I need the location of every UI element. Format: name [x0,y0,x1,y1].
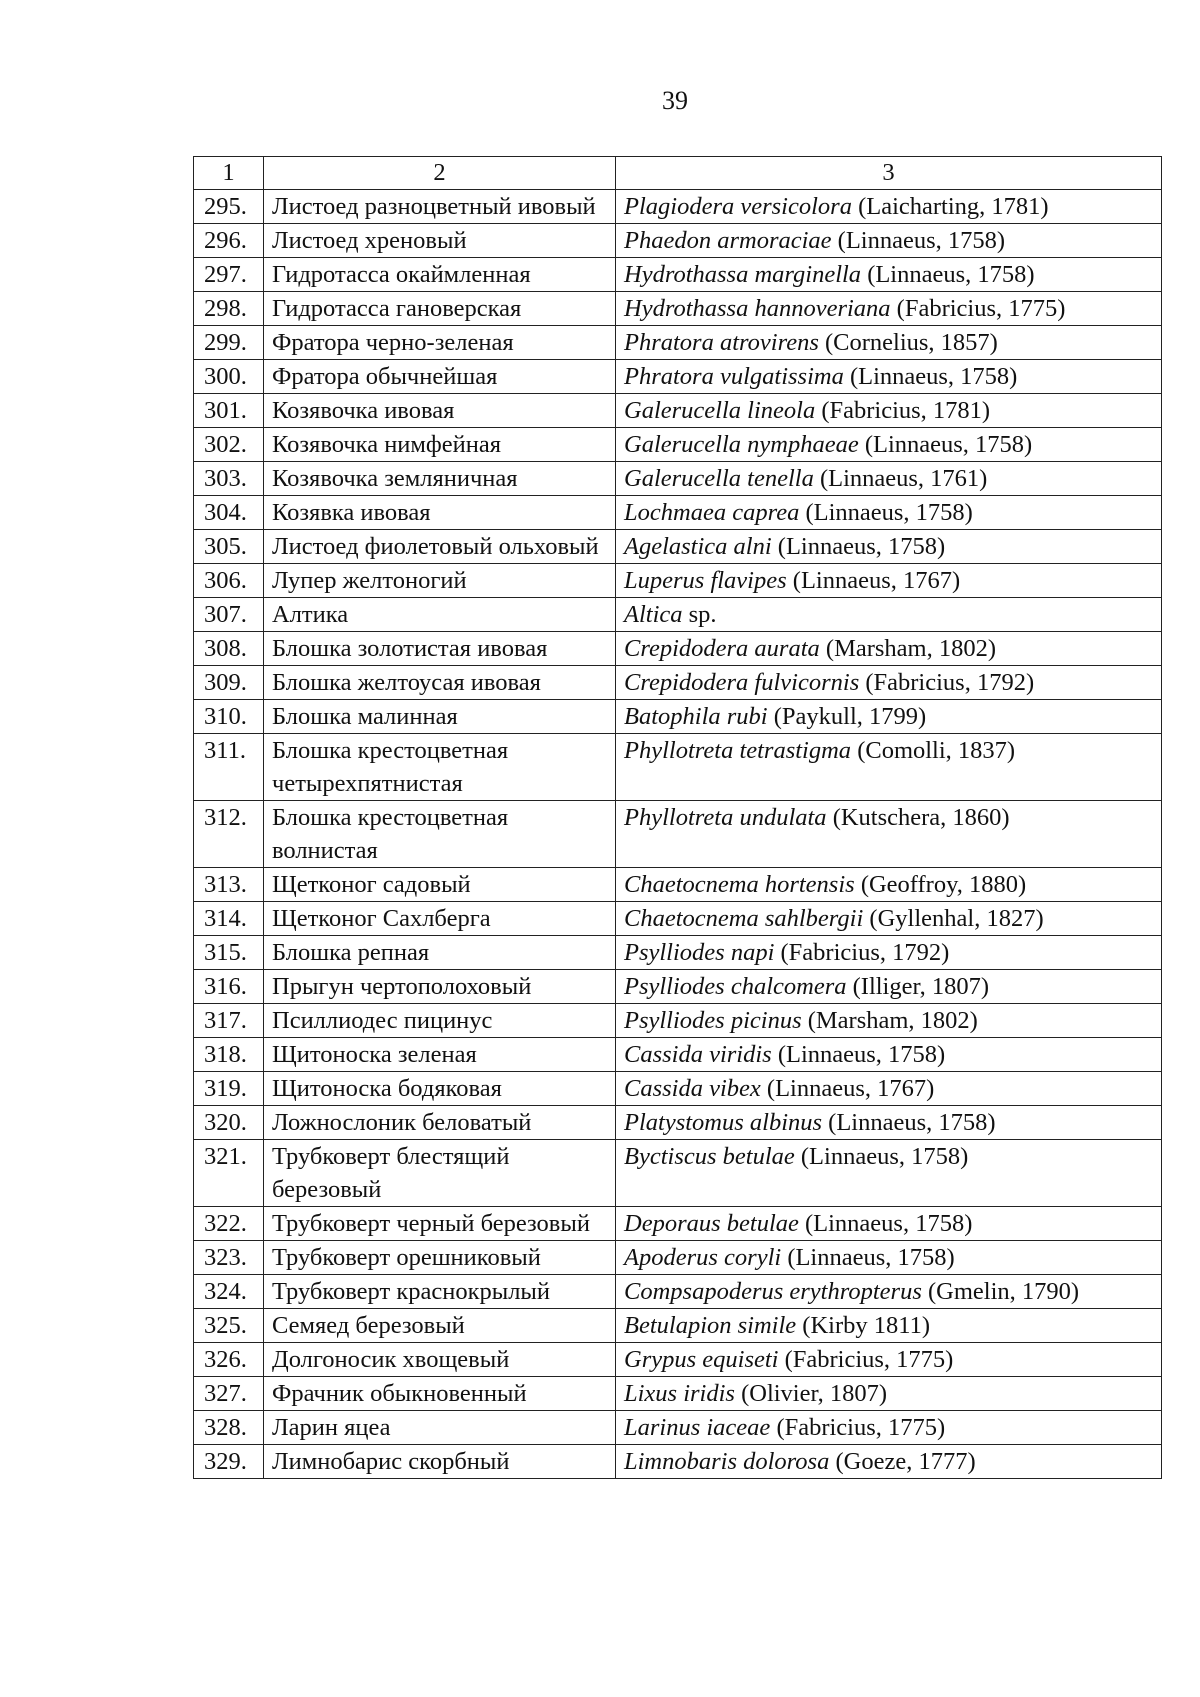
scientific-name-cell [616,394,1162,428]
latin-name: Compsapoderus erythropterus [624,1278,922,1305]
scientific-name-cell [616,868,1162,902]
latin-name: Galerucella lineola [624,397,816,424]
author-citation: (Paykull, 1799) [767,703,927,730]
table-row [194,1106,1162,1140]
author-citation: (Marsham, 1802) [819,635,997,662]
table-row [194,1309,1162,1343]
common-name: Алтика [264,598,616,632]
latin-name: Apoderus coryli [624,1244,782,1271]
row-number: 308. [194,632,264,666]
common-name: Щетконог Сахлберга [264,902,616,936]
table-row [194,666,1162,700]
author-citation: (Linnaeus, 1761) [813,465,988,492]
author-citation: (Linnaeus, 1758) [831,227,1006,254]
row-number: 316. [194,970,264,1004]
table-row [194,801,1162,868]
latin-name: Hydrothassa marginella [624,261,862,288]
table-body [194,157,1162,1479]
scientific-name-cell [616,1445,1162,1479]
scientific-name-cell [616,462,1162,496]
table-row [194,1445,1162,1479]
table-row [194,428,1162,462]
scientific-name-cell [616,666,1162,700]
common-name: Долгоносик хвощевый [264,1343,616,1377]
latin-name: Cassida vibex [624,1075,761,1102]
scientific-name-cell [616,1309,1162,1343]
author-citation: (Illiger, 1807) [846,973,990,1000]
common-name: Трубковерт краснокрылый [264,1275,616,1309]
scientific-name-cell [616,360,1162,394]
latin-name: Batophila rubi [624,703,768,730]
common-name: Лимнобарис скорбный [264,1445,616,1479]
author-citation: (Fabricius, 1792) [774,939,950,966]
scientific-name-cell [616,632,1162,666]
table-row [194,326,1162,360]
row-number: 299. [194,326,264,360]
common-name: Блошка золотистая ивовая [264,632,616,666]
scientific-name-cell [616,1343,1162,1377]
row-number: 298. [194,292,264,326]
row-number: 317. [194,1004,264,1038]
row-number: 325. [194,1309,264,1343]
scientific-name-cell [616,258,1162,292]
common-name: Блошка желтоусая ивовая [264,666,616,700]
author-citation: (Marsham, 1802) [801,1007,978,1034]
row-number: 319. [194,1072,264,1106]
common-name: Гидротасса окаймленная [264,258,616,292]
scientific-name-cell [616,1038,1162,1072]
table-row [194,564,1162,598]
author-citation: (Linnaeus, 1758) [799,499,973,526]
scientific-name-cell [616,530,1162,564]
common-name: Козявочка нимфейная [264,428,616,462]
table-row [194,598,1162,632]
table-row [194,360,1162,394]
scientific-name-cell [616,564,1162,598]
row-number: 326. [194,1343,264,1377]
common-name: Трубковерт черный березовый [264,1207,616,1241]
table-row [194,1275,1162,1309]
table-row [194,1038,1162,1072]
latin-name: Grypus equiseti [624,1346,779,1373]
row-number: 296. [194,224,264,258]
latin-name: Hydrothassa hannoveriana [624,295,891,322]
scientific-name-cell [616,496,1162,530]
author-citation: (Gmelin, 1790) [921,1278,1080,1305]
author-citation: (Linnaeus, 1758) [798,1210,973,1237]
latin-name: Phyllotreta undulata [624,804,827,831]
latin-name: Lixus iridis [624,1380,735,1407]
common-name: Трубковерт блестящий березовый [264,1140,616,1207]
row-number: 295. [194,190,264,224]
author-citation: sp. [682,601,717,628]
table-row [194,1343,1162,1377]
row-number: 304. [194,496,264,530]
latin-name: Deporaus betulae [624,1210,799,1237]
author-citation: (Linnaeus, 1758) [794,1143,969,1170]
common-name: Блошка крестоцветная волнистая [264,801,616,868]
scientific-name-cell [616,1411,1162,1445]
common-name: Козявка ивовая [264,496,616,530]
table-row [194,224,1162,258]
common-name: Блошка крестоцветная четырехпятнистая [264,734,616,801]
page-number: 39 [662,86,688,115]
latin-name: Phyllotreta tetrastigma [624,737,852,764]
table-row [194,868,1162,902]
table-row [194,394,1162,428]
table-row [194,530,1162,564]
row-number: 321. [194,1140,264,1207]
latin-name: Betulapion simile [624,1312,797,1339]
row-number: 311. [194,734,264,801]
common-name: Блошка репная [264,936,616,970]
common-name: Листоед разноцветный ивовый [264,190,616,224]
latin-name: Platystomus albinus [624,1109,823,1136]
author-citation: (Fabricius, 1792) [859,669,1035,696]
latin-name: Limnobaris dolorosa [624,1448,830,1475]
common-name: Прыгун чертополоховый [264,970,616,1004]
scientific-name-cell [616,292,1162,326]
author-citation: (Linnaeus, 1767) [760,1075,935,1102]
scientific-name-cell [616,1004,1162,1038]
table-row [194,734,1162,801]
table-row [194,936,1162,970]
latin-name: Phratora vulgatissima [624,363,844,390]
scientific-name-cell [616,1106,1162,1140]
row-number: 324. [194,1275,264,1309]
common-name: Щитоноска бодяковая [264,1072,616,1106]
common-name: Козявочка земляничная [264,462,616,496]
author-citation: (Gyllenhal, 1827) [863,905,1044,932]
author-citation: (Linnaeus, 1758) [858,431,1033,458]
row-number: 328. [194,1411,264,1445]
common-name: Листоед фиолетовый ольховый [264,530,616,564]
common-name: Лупер желтоногий [264,564,616,598]
latin-name: Crepidodera aurata [624,635,820,662]
latin-name: Galerucella nymphaeae [624,431,859,458]
author-citation: (Laicharting, 1781) [851,193,1049,220]
common-name: Фрачник обыкновенный [264,1377,616,1411]
latin-name: Phratora atrovirens [624,329,819,356]
latin-name: Byctiscus betulae [624,1143,795,1170]
row-number: 306. [194,564,264,598]
scientific-name-cell [616,936,1162,970]
row-number: 329. [194,1445,264,1479]
table-row [194,700,1162,734]
header-cell-number: 1 [194,157,264,190]
author-citation: (Fabricius, 1775) [890,295,1066,322]
row-number: 310. [194,700,264,734]
common-name: Семяед березовый [264,1309,616,1343]
common-name: Фратора обычнейшая [264,360,616,394]
row-number: 309. [194,666,264,700]
table-row [194,496,1162,530]
common-name: Щитоноска зеленая [264,1038,616,1072]
scientific-name-cell [616,1377,1162,1411]
common-name: Листоед хреновый [264,224,616,258]
scientific-name-cell [616,1207,1162,1241]
row-number: 307. [194,598,264,632]
header-cell-latin-name: 3 [616,157,1162,190]
row-number: 315. [194,936,264,970]
author-citation: (Fabricius, 1775) [778,1346,954,1373]
row-number: 318. [194,1038,264,1072]
table-row [194,292,1162,326]
latin-name: Psylliodes napi [624,939,775,966]
row-number: 327. [194,1377,264,1411]
author-citation: (Cornelius, 1857) [818,329,998,356]
latin-name: Galerucella tenella [624,465,814,492]
latin-name: Phaedon armoraciae [624,227,832,254]
latin-name: Psylliodes picinus [624,1007,802,1034]
common-name: Фратора черно-зеленая [264,326,616,360]
row-number: 320. [194,1106,264,1140]
row-number: 302. [194,428,264,462]
common-name: Ларин яцеа [264,1411,616,1445]
author-citation: (Geoffroy, 1880) [854,871,1027,898]
row-number: 303. [194,462,264,496]
row-number: 312. [194,801,264,868]
row-number: 300. [194,360,264,394]
scientific-name-cell [616,224,1162,258]
table-row [194,1072,1162,1106]
table-row [194,462,1162,496]
scientific-name-cell [616,734,1162,801]
row-number: 297. [194,258,264,292]
scientific-name-cell [616,598,1162,632]
common-name: Псиллиодес пицинус [264,1004,616,1038]
table-row [194,1411,1162,1445]
table-row [194,1140,1162,1207]
table-row [194,1377,1162,1411]
table-row [194,902,1162,936]
author-citation: (Linnaeus, 1767) [786,567,961,594]
header-cell-common-name: 2 [264,157,616,190]
author-citation: (Linnaeus, 1758) [781,1244,955,1271]
author-citation: (Comolli, 1837) [851,737,1016,764]
scientific-name-cell [616,190,1162,224]
table-row [194,258,1162,292]
author-citation: (Kutschera, 1860) [826,804,1010,831]
author-citation: (Olivier, 1807) [734,1380,888,1407]
common-name: Щетконог садовый [264,868,616,902]
header-row [194,157,1162,190]
common-name: Козявочка ивовая [264,394,616,428]
author-citation: (Goeze, 1777) [829,1448,976,1475]
table-row [194,970,1162,1004]
author-citation: (Linnaeus, 1758) [843,363,1018,390]
latin-name: Psylliodes chalcomera [624,973,847,1000]
table-row [194,632,1162,666]
latin-name: Altica [624,601,683,628]
latin-name: Lochmaea caprea [624,499,800,526]
table-row [194,190,1162,224]
row-number: 314. [194,902,264,936]
common-name: Трубковерт орешниковый [264,1241,616,1275]
row-number: 323. [194,1241,264,1275]
common-name: Гидротасса гановерская [264,292,616,326]
author-citation: (Fabricius, 1775) [770,1414,946,1441]
author-citation: (Kirby 1811) [796,1312,930,1339]
author-citation: (Linnaeus, 1758) [861,261,1035,288]
latin-name: Crepidodera fulvicornis [624,669,860,696]
latin-name: Luperus flavipes [624,567,787,594]
scientific-name-cell [616,1140,1162,1207]
author-citation: (Fabricius, 1781) [815,397,991,424]
table-row [194,1004,1162,1038]
scientific-name-cell [616,700,1162,734]
latin-name: Cassida viridis [624,1041,772,1068]
row-number: 305. [194,530,264,564]
author-citation: (Linnaeus, 1758) [822,1109,996,1136]
scientific-name-cell [616,970,1162,1004]
latin-name: Chaetocnema sahlbergii [624,905,864,932]
latin-name: Plagiodera versicolora [624,193,852,220]
common-name: Ложнослоник беловатый [264,1106,616,1140]
scientific-name-cell [616,1275,1162,1309]
scientific-name-cell [616,1241,1162,1275]
scientific-name-cell [616,801,1162,868]
latin-name: Larinus iaceae [624,1414,771,1441]
table-row [194,1241,1162,1275]
row-number: 313. [194,868,264,902]
row-number: 322. [194,1207,264,1241]
table-row [194,1207,1162,1241]
common-name: Блошка малинная [264,700,616,734]
scientific-name-cell [616,428,1162,462]
scientific-name-cell [616,1072,1162,1106]
row-number: 301. [194,394,264,428]
latin-name: Chaetocnema hortensis [624,871,855,898]
author-citation: (Linnaeus, 1758) [771,1041,946,1068]
latin-name: Agelastica alni [624,533,772,560]
scientific-name-cell [616,326,1162,360]
species-table [193,156,1162,1479]
scientific-name-cell [616,902,1162,936]
author-citation: (Linnaeus, 1758) [771,533,946,560]
